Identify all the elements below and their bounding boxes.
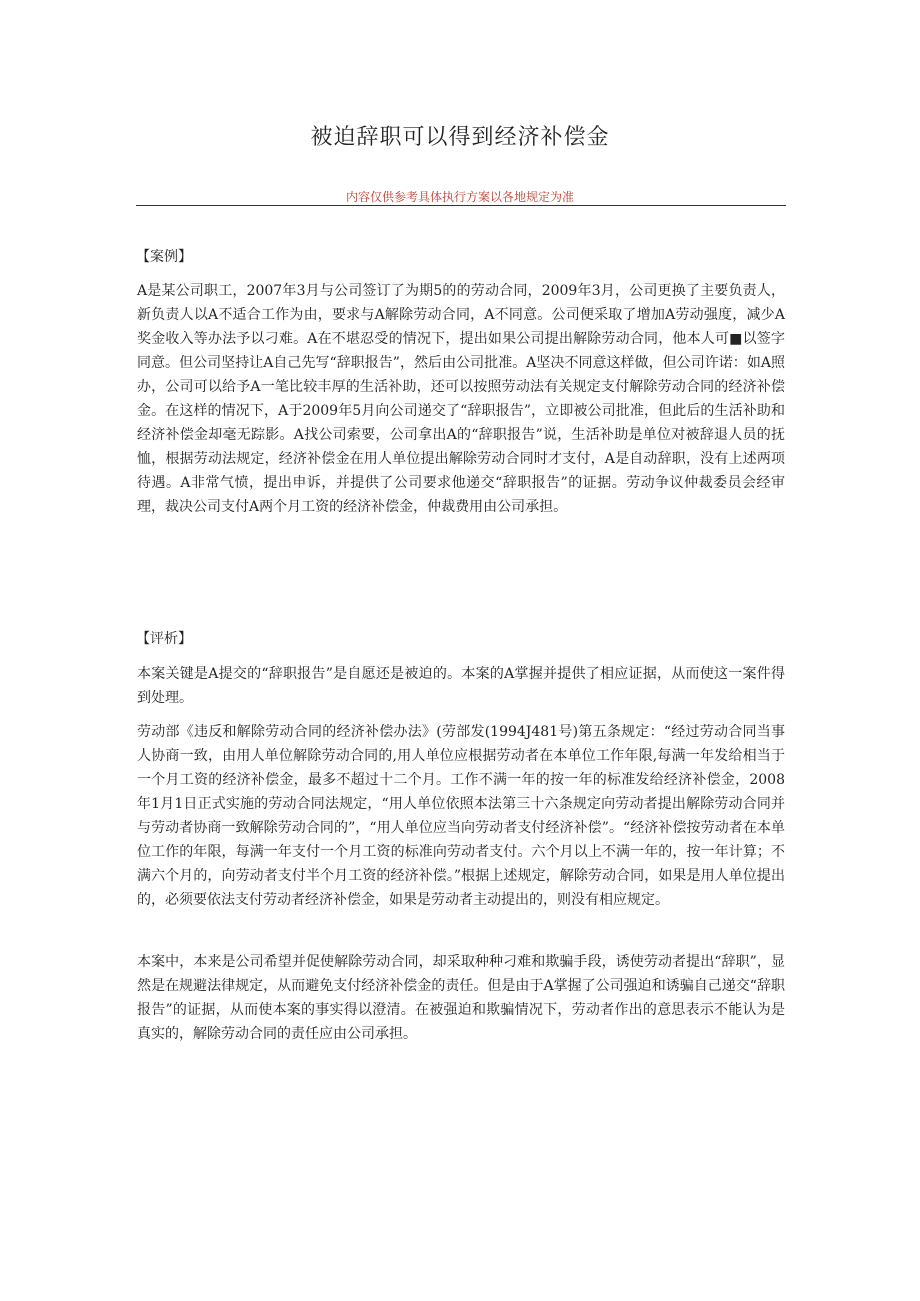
document-subtitle: 内容仅供参考具体执行方案以各地规定为准 <box>345 190 574 204</box>
analysis-heading: 【评析】 <box>136 631 192 647</box>
header-divider <box>136 205 786 206</box>
analysis-paragraph-3: 本案中，本来是公司希望并促使解除劳动合同，却采取种种刁难和欺骗手段，诱使劳动者提出“辞职”，显然是在规避法律规定，从而避免支付经济补偿金的责任。但是由于A掌握了公司强迫和诱骗自己递交“辞职报告”的证据，从而使本案的事实得以澄清。在被强迫和欺骗情况下，劳动者作出的意思表示不能认为是真实的，解除劳动合同的责任应由公司承担。 <box>137 954 785 1042</box>
document-title: 被迫辞职可以得到经济补偿金 <box>310 125 610 150</box>
analysis-paragraph-2: 劳动部《违反和解除劳动合同的经济补偿办法》(劳部发(1994J481号)第五条规定：“经过劳动合同当事人协商一致，由用人单位解除劳动合同的,用人单位应根据劳动者在本单位工作年限,每满一年发给相当于一个月工资的经济补偿金，最多不超过十二个月。工作不满一年的按一年的标准发给经济补偿金，2008年1月1日正式实施的劳动合同法规定，“用人单位依照本法第三十六条规定向劳动者提出解除劳动合同并与劳动者协商一致解除劳动合同的”，“用人单位应当向劳动者支付经济补偿”。“经济补偿按劳动者在本单位工作的年限，每满一年支付一个月工资的标准向劳动者支付。六个月以上不满一年的，按一年计算；不满六个月的，向劳动者支付半个月工资的经济补偿。”根据上述规定，解除劳动合同，如果是用人单位提出的，必须要依法支付劳动者经济补偿金，如果是劳动者主动提出的，则没有相应规定。 <box>137 724 785 908</box>
analysis-paragraph-1: 本案关键是A提交的“辞职报告”是自愿还是被迫的。本案的A掌握并提供了相应证据，从而使这一案件得到处理。 <box>137 666 785 706</box>
case-heading: 【案例】 <box>136 249 192 265</box>
case-paragraph: A是某公司职工，2007年3月与公司签订了为期5的的劳动合同，2009年3月，公司更换了主要负责人，新负责人以A不适合工作为由，要求与A解除劳动合同，A不同意。公司便采取了增加A劳动强度，减少A奖金收入等办法予以刁难。A在不堪忍受的情况下，提出如果公司提出解除劳动合同，他本人可■以签字同意。但公司坚持让A自己先写“辞职报告”，然后由公司批准。A坚决不同意这样做，但公司许诺：如A照办，公司可以给予A一笔比较丰厚的生活补助，还可以按照劳动法有关规定支付解除劳动合同的经济补偿金。在这样的情况下，A于2009年5月向公司递交了“辞职报告”，立即被公司批准，但此后的生活补助和经济补偿金却毫无踪影。A找公司索要，公司拿出A的“辞职报告”说，生活补助是单位对被辞退人员的抚恤，根据劳动法规定，经济补偿金在用人单位提出解除劳动合同时才支付，A是自动辞职，没有上述两项待遇。A非常气愤，提出申诉，并提供了公司要求他递交“辞职报告”的证据。劳动争议仲裁委员会经审理，裁决公司支付A两个月工资的经济补偿金，仲裁费用由公司承担。 <box>137 283 785 515</box>
